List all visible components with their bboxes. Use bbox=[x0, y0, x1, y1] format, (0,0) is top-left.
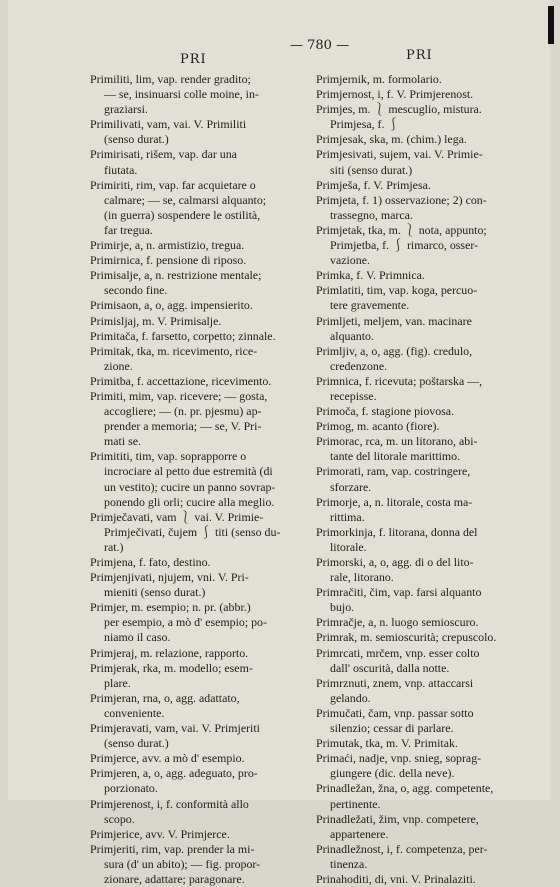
entry-headline: Primisaon, a, o, agg. impensierito. bbox=[90, 298, 253, 313]
entry-continuation: conveniente. bbox=[104, 705, 165, 720]
entry-continuation: zionare, adattare; paragonare. bbox=[104, 871, 245, 886]
dictionary-entry bbox=[316, 872, 542, 887]
dictionary-entry bbox=[316, 314, 542, 344]
left-running-head: PRI bbox=[180, 52, 207, 67]
dictionary-entry bbox=[90, 268, 312, 298]
entry-continuation: graziarsi. bbox=[104, 102, 148, 117]
entry-headline: Primjena, f. fato, destino. bbox=[90, 555, 211, 569]
entry-continuation: (in guerra) sospendere le ostilità, bbox=[104, 207, 261, 222]
entry-continuation: (senso durat.) bbox=[104, 132, 169, 147]
entry-continuation: gelando. bbox=[330, 690, 371, 705]
entry-continuation: tante del litorale marittimo. bbox=[330, 449, 461, 464]
dictionary-entry bbox=[316, 781, 542, 811]
dictionary-entry bbox=[316, 132, 542, 147]
entry-headline: Primjeravati, vam, vai. V. Primjeriti bbox=[90, 721, 260, 736]
dictionary-entry bbox=[316, 525, 542, 555]
entry-headline: Primilivati, vam, vai. V. Primiliti bbox=[90, 117, 247, 132]
dictionary-entry bbox=[316, 404, 542, 419]
dictionary-entry bbox=[90, 449, 312, 509]
entry-continuation: zione. bbox=[104, 358, 133, 373]
entry-headline: Primrak, m. semioscurità; crepuscolo. bbox=[316, 630, 497, 645]
dictionary-entry bbox=[90, 751, 312, 766]
dictionary-entry bbox=[316, 283, 542, 313]
left-column bbox=[90, 72, 312, 887]
dictionary-entry bbox=[316, 676, 542, 706]
dictionary-entry bbox=[90, 827, 312, 842]
dictionary-entry bbox=[90, 314, 312, 329]
entry-headline: Primaći, nadje, vnp. snieg, soprag- bbox=[316, 751, 482, 766]
entry-continuation: sura (d' un abito); — fig. propor- bbox=[104, 856, 261, 871]
dictionary-entry bbox=[316, 464, 542, 494]
entry-continuation: credenzone. bbox=[330, 358, 388, 373]
entry-continuation: ponendo gli orli; cucire alla meglio. bbox=[104, 494, 275, 509]
dictionary-entry bbox=[316, 751, 542, 781]
entry-headline: Primiliti, lim, vap. render gradito; bbox=[90, 72, 251, 86]
dictionary-entry bbox=[90, 661, 312, 691]
entry-continuation: silenzio; cessar di parlare. bbox=[330, 721, 454, 736]
entry-continuation: accogliere; — (n. pr. pjesmu) ap- bbox=[104, 404, 262, 419]
entry-continuation: rat.) bbox=[104, 539, 124, 554]
dictionary-entry bbox=[316, 555, 542, 585]
dictionary-entry bbox=[316, 495, 542, 525]
entry-headline: Prinadležati, žim, vnp. competere, bbox=[316, 811, 479, 826]
entry-headline: Primitak, tka, m. ricevimento, rice- bbox=[90, 343, 258, 358]
entry-headline: Prinadležan, žna, o, agg. competente, bbox=[316, 781, 494, 796]
dictionary-entry bbox=[316, 87, 542, 102]
dictionary-entry bbox=[316, 268, 542, 283]
dictionary-entry bbox=[316, 178, 542, 193]
entry-continuation: recepisse. bbox=[330, 388, 377, 403]
entry-headline: Primrznuti, znem, vnp. attaccarsi bbox=[316, 675, 474, 690]
dictionary-entry bbox=[316, 842, 542, 872]
entry-continuation: litorale. bbox=[330, 539, 367, 554]
entry-continuation: per esempio, a mò d' esempio; po- bbox=[104, 615, 267, 630]
entry-headline: Primlatiti, tim, vap. koga, percuo- bbox=[316, 283, 478, 298]
dictionary-entry bbox=[90, 374, 312, 389]
dictionary-entry bbox=[316, 630, 542, 645]
entry-headline: Primjesak, ska, m. (chim.) lega. bbox=[316, 132, 467, 147]
page-number: — 780 — bbox=[290, 38, 350, 53]
dictionary-entry bbox=[316, 193, 542, 223]
entry-headline: Primititi, tim, vap. soprapporre o bbox=[90, 449, 247, 464]
entry-continuation: calmare; — se, calmarsi alquanto; bbox=[104, 192, 267, 207]
entry-headline: Primjeren, a, o, agg. adeguato, pro- bbox=[90, 766, 258, 781]
entry-continuation: rale, litorano. bbox=[330, 570, 394, 585]
right-column bbox=[316, 72, 542, 887]
entry-headline: Primog, m. acanto (fiore). bbox=[316, 419, 440, 434]
entry-continuation: prender a memoria; — se, V. Pri- bbox=[104, 419, 262, 434]
entry-continuation: mieniti (senso durat.) bbox=[104, 585, 206, 600]
dictionary-page bbox=[8, 0, 550, 886]
scan-edge-mark bbox=[548, 6, 554, 44]
dictionary-entry bbox=[316, 102, 542, 132]
entry-continuation: (senso durat.) bbox=[104, 736, 169, 751]
entry-continuation: appartenere. bbox=[330, 826, 389, 841]
entry-headline: Primljiv, a, o, agg. (fig). credulo, bbox=[316, 343, 473, 358]
entry-headline: Primjerce, avv. a mò d' esempio. bbox=[90, 751, 245, 766]
entry-headline: Primisalje, a, n. restrizione mentale; bbox=[90, 268, 262, 283]
entry-continuation: tinenza. bbox=[330, 856, 368, 871]
dictionary-entry bbox=[316, 434, 542, 464]
entry-headline: Primka, f. V. Primnica. bbox=[316, 268, 425, 283]
entry-headline: Primjeta, f. 1) osservazione; 2) con- bbox=[316, 192, 487, 207]
entry-headline: Primorac, rca, m. un litorano, abi- bbox=[316, 434, 478, 449]
entry-headline: Prinadležnost, i, f. competenza, per- bbox=[316, 841, 488, 856]
dictionary-entry bbox=[90, 178, 312, 238]
dictionary-entry bbox=[316, 812, 542, 842]
entry-headline: Prinahoditi, di, vni. V. Prinalaziti. bbox=[316, 871, 476, 886]
entry-headline: Primirisati, rišem, vap. dar una bbox=[90, 147, 237, 162]
dictionary-entry bbox=[90, 253, 312, 268]
entry-continuation: far tregua. bbox=[104, 222, 153, 237]
dictionary-entry bbox=[90, 691, 312, 721]
entry-continuation: trassegno, marca. bbox=[330, 207, 413, 222]
entry-continuation: Primjesa, f. ⎰ bbox=[330, 117, 400, 132]
dictionary-entry bbox=[90, 721, 312, 751]
entry-headline: Primjenjivati, njujem, vni. V. Pri- bbox=[90, 570, 249, 585]
entry-headline: Primjernik, m. formolario. bbox=[316, 72, 442, 86]
entry-headline: Primjes, m. ⎱ mescuglio, mistura. bbox=[316, 102, 482, 117]
dictionary-entry bbox=[90, 570, 312, 600]
entry-headline: Primjerice, avv. V. Primjerce. bbox=[90, 826, 230, 841]
dictionary-entry bbox=[90, 555, 312, 570]
entry-headline: Primjer, m. esempio; n. pr. (abbr.) bbox=[90, 600, 251, 615]
dictionary-entry bbox=[90, 72, 312, 117]
entry-continuation: scopo. bbox=[104, 811, 135, 826]
entry-headline: Primješa, f. V. Primjesa. bbox=[316, 177, 431, 192]
entry-headline: Primitača, f. farsetto, corpetto; zinnale. bbox=[90, 328, 276, 343]
entry-continuation: Primjetba, f. ⎰ rimarco, osser- bbox=[330, 238, 479, 253]
entry-headline: Primučati, čam, vnp. passar sotto bbox=[316, 705, 474, 720]
dictionary-entry bbox=[316, 147, 542, 177]
entry-continuation: giungere (dic. della neve). bbox=[330, 766, 455, 781]
entry-headline: Primjerak, rka, m. modello; esem- bbox=[90, 660, 253, 675]
dictionary-entry bbox=[90, 646, 312, 661]
dictionary-entry bbox=[90, 510, 312, 555]
page-header bbox=[8, 36, 550, 67]
entry-headline: Primirje, a, n. armistizio, tregua. bbox=[90, 238, 245, 253]
dictionary-entry bbox=[90, 298, 312, 313]
entry-headline: Primjeriti, rim, vap. prender la mi- bbox=[90, 841, 255, 856]
entry-continuation: porzionato. bbox=[104, 781, 158, 796]
dictionary-entry bbox=[316, 419, 542, 434]
entry-continuation: un vestito); cucire un panno sovrap- bbox=[104, 479, 276, 494]
entry-headline: Primoča, f. stagione piovosa. bbox=[316, 404, 455, 419]
entry-continuation: pertinente. bbox=[330, 796, 381, 811]
dictionary-entry bbox=[90, 797, 312, 827]
entry-continuation: incrociare al petto due estremità (di bbox=[104, 464, 273, 479]
entry-headline: Primrcati, mrčem, vnp. esser colto bbox=[316, 645, 480, 660]
entry-headline: Primorkinja, f. litorana, donna del bbox=[316, 524, 478, 539]
dictionary-entry bbox=[316, 646, 542, 676]
entry-continuation: secondo fine. bbox=[104, 283, 168, 298]
dictionary-entry bbox=[90, 600, 312, 645]
dictionary-entry bbox=[90, 147, 312, 177]
entry-continuation: fiutata. bbox=[104, 162, 138, 177]
entry-continuation: dall' oscurità, dalla notte. bbox=[330, 660, 450, 675]
dictionary-entry bbox=[90, 766, 312, 796]
entry-continuation: sforzare. bbox=[330, 479, 372, 494]
entry-headline: Primjeran, rna, o, agg. adattato, bbox=[90, 690, 240, 705]
dictionary-entry bbox=[90, 389, 312, 449]
dictionary-entry bbox=[316, 615, 542, 630]
dictionary-entry bbox=[90, 117, 312, 147]
entry-continuation: tere gravemente. bbox=[330, 298, 410, 313]
dictionary-entry bbox=[316, 374, 542, 404]
entry-continuation: mati se. bbox=[104, 434, 141, 449]
entry-headline: Primirnica, f. pensione di riposo. bbox=[90, 253, 247, 268]
entry-headline: Primorski, a, o, agg. di o del lito- bbox=[316, 555, 474, 569]
entry-headline: Primjernost, i, f. V. Primjerenost. bbox=[316, 87, 474, 102]
entry-continuation: plare. bbox=[104, 675, 131, 690]
entry-headline: Primjerenost, i, f. conformità allo bbox=[90, 796, 249, 811]
dictionary-entry bbox=[90, 329, 312, 344]
dictionary-entry bbox=[316, 72, 542, 87]
dictionary-entry bbox=[90, 344, 312, 374]
entry-headline: Primorati, ram, vap. costringere, bbox=[316, 464, 471, 479]
entry-headline: Primorje, a, n. litorale, costa ma- bbox=[316, 494, 473, 509]
entry-continuation: Primječivati, čujem ⎰ titi (senso du- bbox=[104, 524, 281, 539]
dictionary-entry bbox=[316, 706, 542, 736]
entry-continuation: alquanto. bbox=[330, 328, 374, 343]
dictionary-entry bbox=[90, 238, 312, 253]
entry-headline: Primjesivati, sujem, vai. V. Primie- bbox=[316, 147, 483, 162]
entry-continuation: siti (senso durat.) bbox=[330, 162, 413, 177]
entry-headline: Primljeti, meljem, van. macinare bbox=[316, 313, 472, 328]
entry-headline: Primječavati, vam ⎱ vai. V. Primie- bbox=[90, 509, 264, 524]
entry-headline: Primiriti, rim, vap. far acquietare o bbox=[90, 177, 256, 192]
dictionary-entry bbox=[90, 842, 312, 887]
dictionary-entry bbox=[316, 585, 542, 615]
entry-headline: Primnica, f. ricevuta; poštarska —, bbox=[316, 373, 483, 388]
dictionary-entry bbox=[316, 223, 542, 268]
entry-continuation: rittima. bbox=[330, 509, 365, 524]
entry-continuation: vazione. bbox=[330, 253, 370, 268]
entry-headline: Primračje, a, n. luogo semioscuro. bbox=[316, 615, 479, 630]
entry-headline: Primutak, tka, m. V. Primitak. bbox=[316, 736, 458, 751]
entry-headline: Primjetak, tka, m. ⎱ nota, appunto; bbox=[316, 222, 487, 237]
right-running-head: PRI bbox=[406, 48, 433, 63]
entry-headline: Primjeraj, m. relazione, rapporto. bbox=[90, 645, 249, 660]
entry-continuation: bujo. bbox=[330, 600, 355, 615]
dictionary-entry bbox=[316, 344, 542, 374]
entry-headline: Primisljaj, m. V. Primisalje. bbox=[90, 313, 222, 328]
entry-headline: Primiti, mim, vap. ricevere; — gosta, bbox=[90, 388, 268, 403]
entry-headline: Primitba, f. accettazione, ricevimento. bbox=[90, 373, 272, 388]
entry-continuation: niamo il caso. bbox=[104, 630, 171, 645]
dictionary-entry bbox=[316, 736, 542, 751]
entry-continuation: — se, insinuarsi colle moine, in- bbox=[104, 87, 259, 102]
entry-headline: Primračiti, čim, vap. farsi alquanto bbox=[316, 585, 482, 600]
